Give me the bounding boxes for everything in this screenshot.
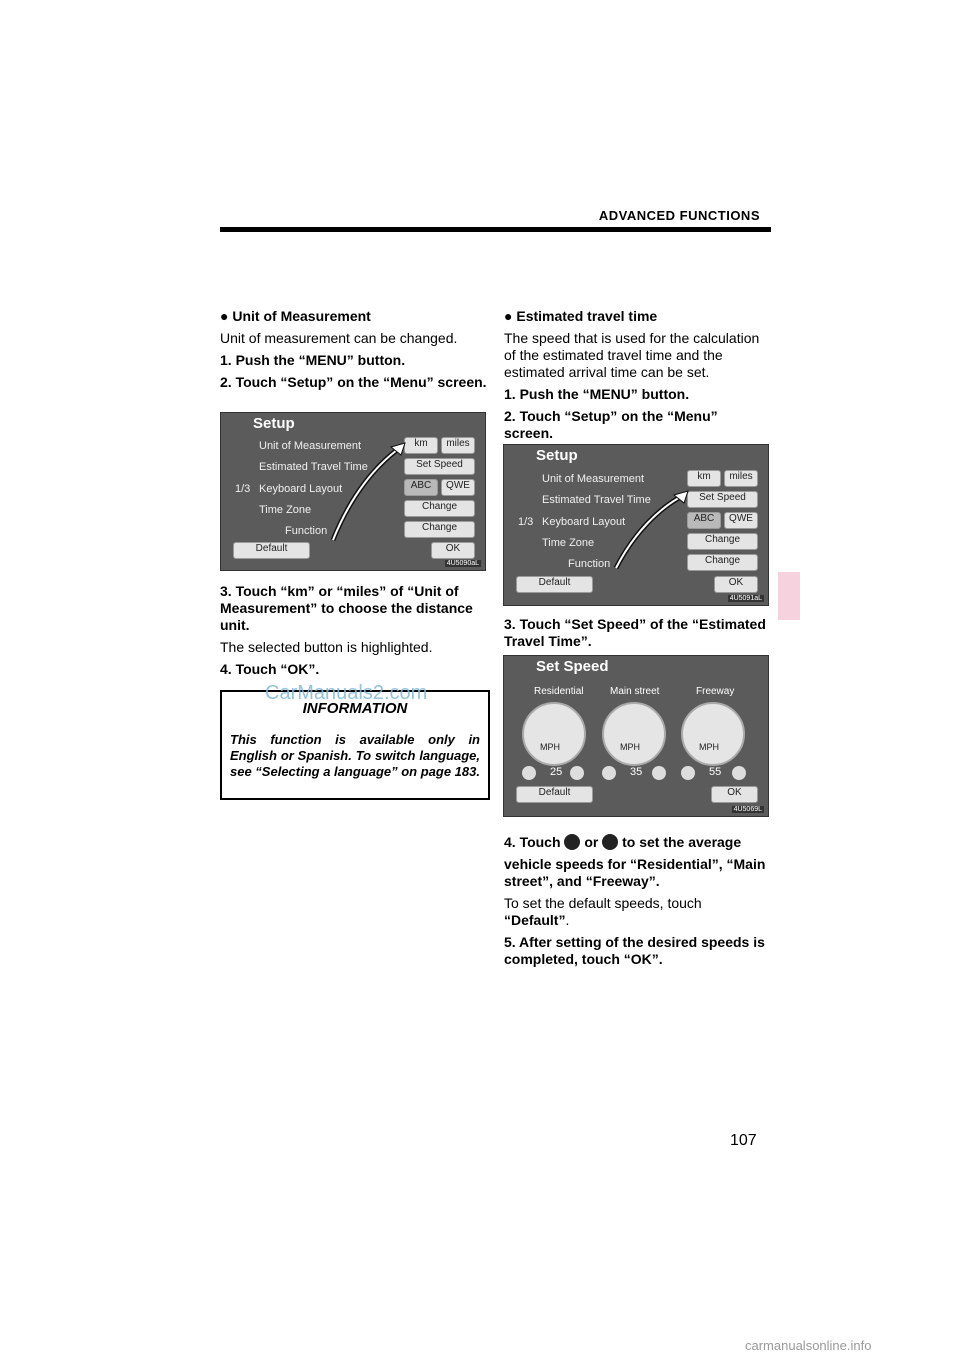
screen-title: Setup	[253, 415, 295, 432]
abc-button[interactable]: ABC	[404, 479, 438, 496]
information-text: This function is available only in English or Spanish. To switch language, see “Selecting a language” on page 183.	[230, 732, 480, 779]
watermark: CarManuals2.com	[265, 682, 428, 704]
row-keyboard: Keyboard Layout	[542, 516, 626, 528]
row-keyboard: Keyboard Layout	[259, 483, 343, 495]
right-heading: ● Estimated travel time	[504, 308, 658, 324]
miles-button[interactable]: miles	[441, 437, 475, 454]
gauge-label-main-street: Main street	[610, 686, 660, 697]
increase-speed-button[interactable]	[652, 766, 666, 780]
left-step4: 4. Touch “OK”.	[220, 661, 320, 677]
decrease-speed-button[interactable]	[602, 766, 616, 780]
right-steps	[504, 834, 770, 973]
decrease-speed-button[interactable]	[522, 766, 536, 780]
page-number: 107	[730, 1132, 757, 1149]
right-column	[504, 308, 770, 447]
page-indicator: 1/3	[518, 516, 534, 528]
speed-gauge	[522, 702, 586, 766]
row-unit: Unit of Measurement	[259, 440, 362, 452]
right-default-note: To set the default speeds, touch “Default”.	[504, 895, 702, 928]
row-estimated: Estimated Travel Time	[542, 494, 651, 506]
left-intro: Unit of measurement can be changed.	[220, 330, 458, 346]
set-speed-button[interactable]: Set Speed	[687, 491, 758, 508]
abc-button[interactable]: ABC	[687, 512, 721, 529]
row-estimated: Estimated Travel Time	[259, 461, 368, 473]
right-intro: The speed that is used for the calculation of the estimated travel time and the estimated arrival time can be set.	[504, 330, 760, 380]
miles-button[interactable]: miles	[724, 470, 758, 487]
chapter-tab	[778, 572, 800, 620]
left-arrow-icon	[564, 834, 580, 850]
default-button[interactable]: Default	[516, 786, 593, 803]
setup-screenshot-right	[503, 444, 769, 606]
default-button[interactable]: Default	[233, 542, 310, 559]
decrease-speed-button[interactable]	[681, 766, 695, 780]
ok-button[interactable]: OK	[714, 576, 758, 593]
right-step4: 4. Touch or to set the average	[504, 834, 742, 850]
pointer-arrow-icon	[321, 435, 411, 545]
increase-speed-button[interactable]	[570, 766, 584, 780]
right-arrow-icon	[602, 834, 618, 850]
ok-button[interactable]: OK	[711, 786, 758, 803]
speed-gauge	[602, 702, 666, 766]
figure-code: 4U5090aL	[446, 560, 479, 567]
gauge-unit: MPH	[699, 742, 719, 752]
km-button[interactable]: km	[687, 470, 721, 487]
right-step4-cont: vehicle speeds for “Residential”, “Main street”, and “Freeway”.	[504, 856, 766, 889]
gauge-unit: MPH	[540, 742, 560, 752]
page-indicator: 1/3	[235, 483, 251, 495]
set-speed-screenshot	[503, 655, 769, 817]
section-title: ADVANCED FUNCTIONS	[598, 208, 760, 223]
gauge-unit: MPH	[620, 742, 640, 752]
row-function: Function	[285, 525, 328, 537]
gauge-label-freeway: Freeway	[696, 686, 735, 697]
km-button[interactable]: km	[404, 437, 438, 454]
speed-value-freeway: 55	[709, 766, 722, 778]
pointer-arrow-icon	[604, 483, 694, 573]
right-step3: 3. Touch “Set Speed” of the “Estimated Travel Time”.	[504, 616, 766, 649]
right-step2: 2. Touch “Setup” on the “Menu” screen.	[504, 408, 718, 441]
setup-screenshot-left	[220, 412, 486, 571]
left-step3: 3. Touch “km” or “miles” of “Unit of Measurement” to choose the distance unit.	[220, 583, 473, 633]
change-button[interactable]: Change	[404, 521, 475, 538]
left-step2: 2. Touch “Setup” on the “Menu” screen.	[220, 374, 487, 390]
row-timezone: Time Zone	[542, 537, 595, 549]
speed-value-residential: 25	[550, 766, 563, 778]
right-step5: 5. After setting of the desired speeds is completed, touch “OK”.	[504, 934, 765, 967]
left-step1: 1. Push the “MENU” button.	[220, 352, 406, 368]
right-step1: 1. Push the “MENU” button.	[504, 386, 690, 402]
speed-value-main-street: 35	[630, 766, 643, 778]
change-button[interactable]: Change	[404, 500, 475, 517]
qwe-button[interactable]: QWE	[724, 512, 758, 529]
information-title: INFORMATION	[302, 700, 408, 717]
figure-code: 4U5091aL	[729, 595, 762, 602]
gauge-label-residential: Residential	[534, 686, 584, 697]
figure-code: 4U5069L	[733, 806, 762, 813]
row-timezone: Time Zone	[259, 504, 312, 516]
increase-speed-button[interactable]	[732, 766, 746, 780]
default-button[interactable]: Default	[516, 576, 593, 593]
left-step3-note: The selected button is highlighted.	[220, 639, 433, 655]
watermark: carmanualsonline.info	[745, 1338, 872, 1353]
screen-title: Setup	[536, 447, 578, 464]
change-button[interactable]: Change	[687, 554, 758, 571]
row-unit: Unit of Measurement	[542, 473, 645, 485]
row-function: Function	[568, 558, 611, 570]
left-column	[220, 308, 488, 396]
screen-title: Set Speed	[536, 658, 609, 675]
set-speed-button[interactable]: Set Speed	[404, 458, 475, 475]
header-rule	[220, 227, 771, 232]
left-steps	[220, 583, 488, 683]
speed-gauge	[681, 702, 745, 766]
left-heading: ● Unit of Measurement	[220, 308, 371, 324]
change-button[interactable]: Change	[687, 533, 758, 550]
information-box	[220, 690, 490, 800]
right-step3-block	[504, 616, 770, 655]
ok-button[interactable]: OK	[431, 542, 475, 559]
qwe-button[interactable]: QWE	[441, 479, 475, 496]
